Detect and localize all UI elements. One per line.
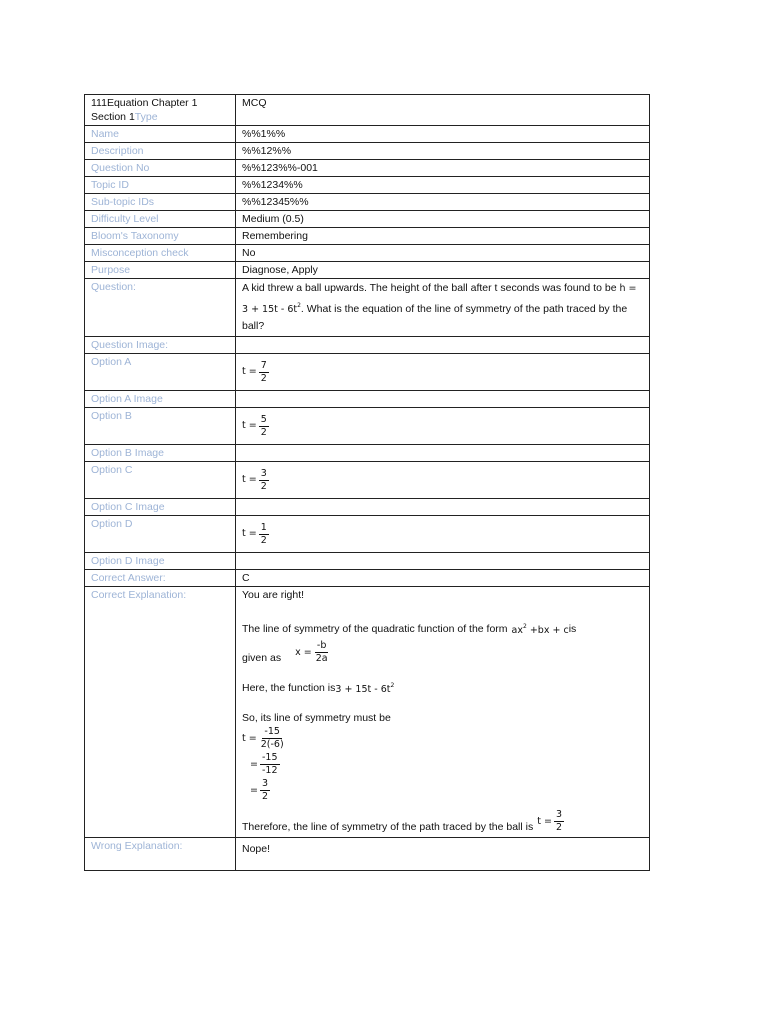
option-b-denominator: 2 (260, 426, 267, 438)
option-c-image-value (236, 499, 650, 516)
option-d-row (85, 516, 650, 553)
correct-explanation-value (236, 587, 650, 838)
question-no-label: Question No (85, 160, 236, 177)
option-a-fraction (259, 360, 269, 385)
explanation-step-1-lhs: t = (242, 732, 257, 744)
option-c-denominator: 2 (260, 480, 267, 492)
explanation-given-fraction (314, 640, 330, 665)
explanation-step-2-lhs: = (250, 758, 258, 770)
question-no-row (85, 160, 650, 177)
description-row (85, 143, 650, 160)
equation-chapter-text: 111Equation Chapter 1 Section 1 (91, 97, 198, 123)
explanation-given-lhs: x = (295, 646, 312, 658)
option-d-label: Option D (85, 516, 236, 553)
description-value: %%12%% (236, 143, 650, 160)
correct-explanation-label: Correct Explanation: (85, 587, 236, 838)
explanation-step-3 (242, 778, 643, 803)
option-c-fraction (259, 468, 269, 493)
explanation-step-2-denominator: -12 (261, 765, 278, 776)
option-b-label: Option B (85, 408, 236, 445)
wrong-explanation-label: Wrong Explanation: (85, 838, 236, 871)
purpose-label: Purpose (85, 262, 236, 279)
question-table (84, 94, 650, 871)
purpose-row (85, 262, 650, 279)
question-text-part2: . What is the equation of the line of symmetry of the path traced by the ball? (242, 303, 628, 332)
sub-topic-label: Sub-topic IDs (85, 194, 236, 211)
misconception-value: No (236, 245, 650, 262)
explanation-form-text: The line of symmetry of the quadratic function of the form (242, 623, 508, 635)
option-a-value (236, 354, 650, 391)
correct-explanation-row (85, 587, 650, 838)
explanation-given-text: given as (242, 652, 282, 664)
question-image-value (236, 337, 650, 354)
option-b-value (236, 408, 650, 445)
option-a-row (85, 354, 650, 391)
option-b-row (85, 408, 650, 445)
explanation-function-formula (335, 679, 394, 697)
question-formula-exponent: 2 (297, 302, 301, 309)
option-b-image-label: Option B Image (85, 445, 236, 462)
option-c-numerator: 3 (260, 467, 267, 479)
topic-id-row (85, 177, 650, 194)
topic-id-label: Topic ID (85, 177, 236, 194)
explanation-form-formula-rest: +bx + c (526, 625, 569, 636)
option-c-image-label: Option C Image (85, 499, 236, 516)
option-a-image-value (236, 391, 650, 408)
option-d-value (236, 516, 650, 553)
explanation-step-1 (242, 726, 643, 751)
sub-topic-value: %%12345%% (236, 194, 650, 211)
explanation-form-formula-base: ax (511, 625, 523, 636)
explanation-line-therefore (242, 809, 643, 834)
explanation-step-2 (242, 752, 643, 777)
explanation-therefore-fraction (554, 809, 564, 834)
explanation-step-1-fraction (259, 726, 286, 751)
option-b-image-value (236, 445, 650, 462)
option-d-fraction (259, 522, 269, 547)
blooms-label: Bloom's Taxonomy (85, 228, 236, 245)
option-a-numerator: 7 (260, 359, 267, 371)
option-c-label: Option C (85, 462, 236, 499)
explanation-function-formula-exponent: 2 (390, 682, 395, 689)
explanation-step-2-fraction (260, 752, 280, 777)
explanation-step-3-denominator: 2 (261, 791, 269, 802)
type-value: MCQ (236, 95, 650, 126)
blooms-value: Remembering (236, 228, 650, 245)
question-text (236, 279, 650, 337)
type-row (85, 95, 650, 126)
explanation-therefore-numerator: 3 (555, 809, 562, 820)
explanation-line-symmetry: So, its line of symmetry must be (242, 712, 391, 724)
wrong-explanation-row (85, 838, 650, 871)
option-b-image-row (85, 445, 650, 462)
option-d-image-label: Option D Image (85, 553, 236, 570)
correct-answer-row (85, 570, 650, 587)
option-d-denominator: 2 (260, 534, 267, 546)
difficulty-label: Difficulty Level (85, 211, 236, 228)
misconception-label: Misconception check (85, 245, 236, 262)
type-label-text: Type (134, 111, 158, 123)
option-d-lhs: t = (242, 528, 257, 539)
sub-topic-row (85, 194, 650, 211)
explanation-therefore-text: Therefore, the line of symmetry of the path traced by the ball is (242, 821, 534, 833)
option-d-numerator: 1 (260, 521, 267, 533)
purpose-value: Diagnose, Apply (236, 262, 650, 279)
option-a-image-label: Option A Image (85, 391, 236, 408)
option-c-row (85, 462, 650, 499)
question-no-value: %%123%%-001 (236, 160, 650, 177)
question-label: Question: (85, 279, 236, 337)
misconception-row (85, 245, 650, 262)
explanation-given-numerator: -b (316, 640, 327, 651)
difficulty-row (85, 211, 650, 228)
explanation-form-end: is (568, 623, 577, 635)
option-a-image-row (85, 391, 650, 408)
option-a-denominator: 2 (260, 372, 267, 384)
explanation-step-2-numerator: -15 (261, 752, 278, 763)
option-c-lhs: t = (242, 474, 257, 485)
explanation-step-3-numerator: 3 (261, 778, 269, 789)
correct-answer-value: C (236, 570, 650, 587)
option-c-value (236, 462, 650, 499)
name-value: %%1%% (236, 126, 650, 143)
explanation-function-formula-base: 3 + 15t - 6t (335, 684, 391, 695)
question-image-row (85, 337, 650, 354)
topic-id-value: %%1234%% (236, 177, 650, 194)
option-b-numerator: 5 (260, 413, 267, 425)
explanation-line-given (242, 640, 643, 665)
explanation-line-function (242, 679, 643, 697)
explanation-line-right: You are right! (242, 589, 305, 601)
option-a-lhs: t = (242, 366, 257, 377)
explanation-step-3-fraction (260, 778, 270, 803)
correct-answer-label: Correct Answer: (85, 570, 236, 587)
explanation-given-denominator: 2a (315, 653, 328, 664)
option-a-label: Option A (85, 354, 236, 391)
wrong-explanation-value: Nope! (236, 838, 650, 871)
option-d-image-row (85, 553, 650, 570)
explanation-form-formula (512, 620, 569, 638)
name-row (85, 126, 650, 143)
explanation-therefore-denominator: 2 (555, 822, 562, 833)
explanation-function-text: Here, the function is (242, 682, 336, 694)
explanation-step-1-numerator: -15 (264, 726, 280, 737)
option-c-image-row (85, 499, 650, 516)
option-b-lhs: t = (242, 420, 257, 431)
description-label: Description (85, 143, 236, 160)
explanation-form-formula-exponent: 2 (523, 623, 527, 630)
blooms-row (85, 228, 650, 245)
explanation-therefore-lhs: t = (537, 815, 552, 827)
difficulty-value: Medium (0.5) (236, 211, 650, 228)
option-b-fraction (259, 414, 269, 439)
name-label: Name (85, 126, 236, 143)
explanation-step-1-denominator: 2(-6) (260, 739, 284, 750)
type-label (85, 95, 236, 126)
option-d-image-value (236, 553, 650, 570)
explanation-step-3-lhs: = (250, 784, 258, 796)
question-image-label: Question Image: (85, 337, 236, 354)
question-text-part1: A kid threw a ball upwards. The height of the ball after t seconds was found to be (242, 282, 620, 294)
explanation-line-form (242, 620, 643, 638)
question-formula-base: h = 3 + 15t - 6t (242, 283, 637, 315)
question-row (85, 279, 650, 337)
